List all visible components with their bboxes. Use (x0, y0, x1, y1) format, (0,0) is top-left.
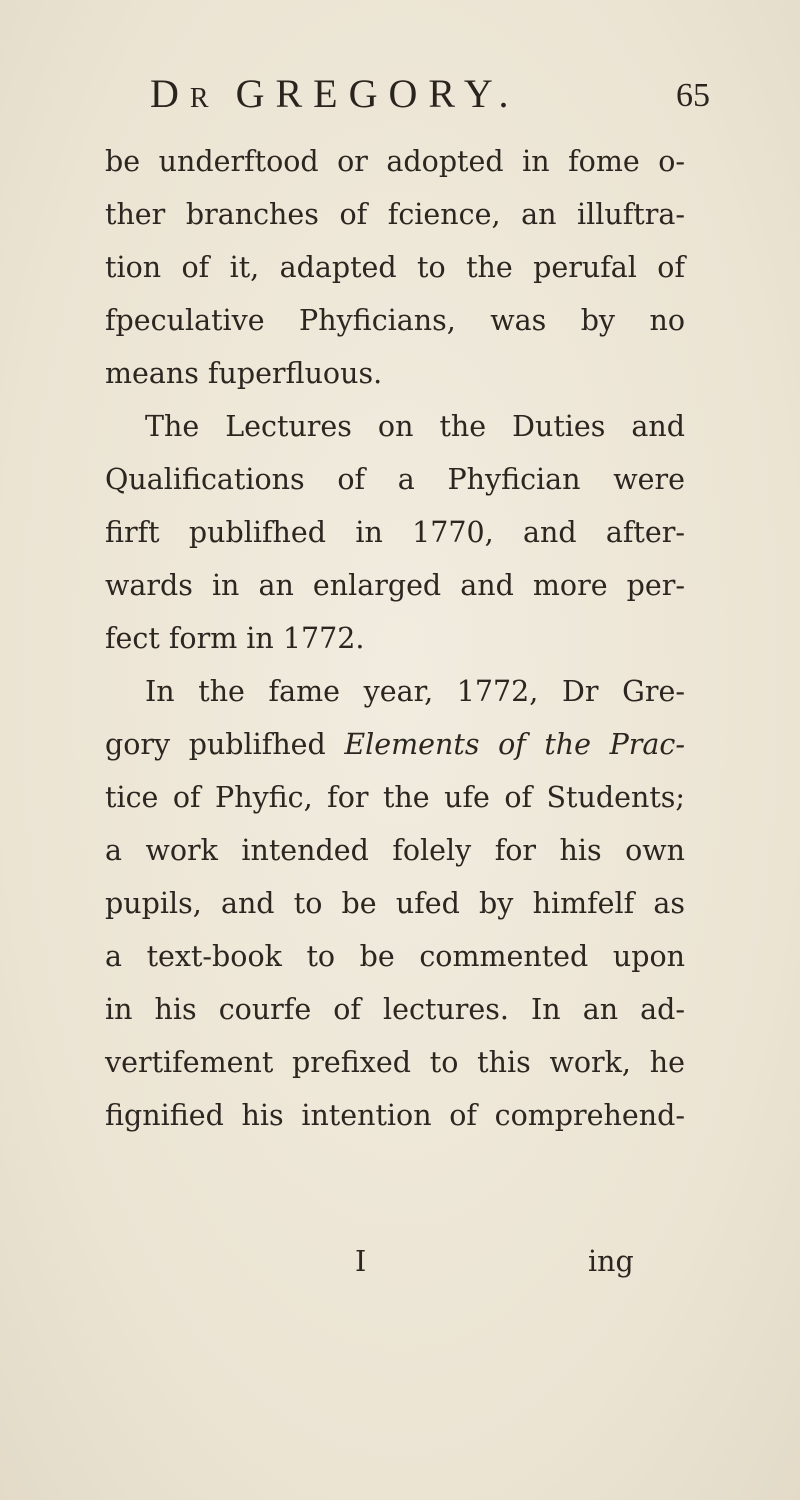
catchword: ing (588, 1245, 634, 1278)
page-footer (0, 1235, 800, 1288)
text-line: Qualifications of a Phyfician were (105, 463, 685, 496)
text-line: fect form in 1772. (105, 622, 365, 655)
running-head-initial: D (150, 71, 190, 116)
text-line: a text-book to be commented upon (105, 940, 685, 973)
page-header (150, 72, 710, 116)
page-number: 65 (676, 77, 710, 114)
text-line: fpeculative Phyficians, was by no (105, 304, 685, 337)
text-line: in his courfe of lectures. In an ad- (105, 993, 685, 1026)
text-line: tion of it, adapted to the perufal of (105, 251, 685, 284)
text-span: gory publifhed (105, 728, 326, 761)
text-line: a work intended folely for his own (105, 834, 685, 867)
text-line: The Lectures on the Duties and (145, 410, 685, 443)
text-line: wards in an enlarged and more per- (105, 569, 685, 602)
text-line: be underftood or adopted in fome o- (105, 145, 685, 178)
body-text (105, 135, 685, 1142)
text-line: vertifement prefixed to this work, he (105, 1046, 685, 1079)
text-line: firft publifhed in 1770, and after- (105, 516, 685, 549)
text-line: In the fame year, 1772, Dr Gre- (145, 675, 685, 708)
text-line-italic: tice of Phyfic, for the ufe of Students; (105, 781, 685, 814)
running-head-small: R (189, 83, 215, 114)
text-line: means fuperfluous. (105, 357, 383, 390)
text-line: fignified his intention of comprehend- (105, 1099, 685, 1132)
running-head-name: GREGORY. (235, 71, 520, 116)
text-line: pupils, and to be ufed by himfelf as (105, 887, 685, 920)
text-line-mixed (105, 718, 685, 771)
running-head (150, 72, 520, 121)
signature-mark: I (355, 1245, 367, 1278)
text-line: ther branches of fcience, an illuftra- (105, 198, 685, 231)
book-title-italic: Elements of the Prac- (344, 728, 685, 761)
